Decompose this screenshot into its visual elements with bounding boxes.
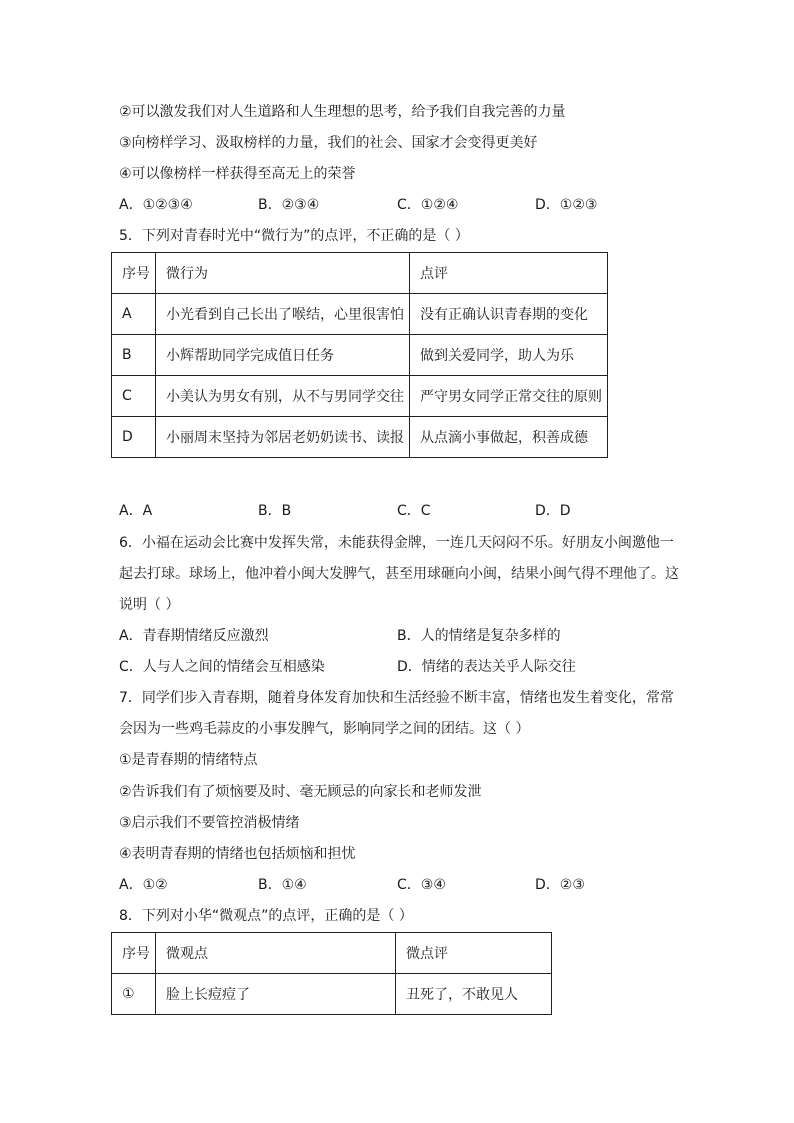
- table-cell: ①: [112, 974, 156, 1015]
- q7-stem-line-1: 7．同学们步入青春期，随着身体发育加快和生活经验不断丰富，情绪也发生着变化，常常: [119, 690, 674, 706]
- table-cell: 小辉帮助同学完成值日任务: [156, 335, 410, 376]
- table-cell: C: [112, 376, 156, 417]
- q4-option-a: A．①②③④: [119, 197, 193, 213]
- table-row: [112, 417, 608, 458]
- q8-stem: 8．下列对小华“微观点”的点评，正确的是（ ）: [119, 908, 413, 924]
- q4-statement-4: ④可以像榜样一样获得至高无上的荣誉: [119, 166, 356, 182]
- q4-option-b: B．②③④: [258, 197, 320, 213]
- table-cell: B: [112, 335, 156, 376]
- table-header-cell: 微点评: [396, 933, 552, 974]
- table-row: [112, 294, 608, 335]
- q7-statement-3: ③启示我们不要管控消极情绪: [119, 815, 300, 831]
- q7-statement-4: ④表明青春期的情绪也包括烦恼和担忧: [119, 846, 356, 862]
- q7-option-d: D．②③: [535, 877, 585, 893]
- q6-option-d: D．情绪的表达关乎人际交往: [397, 659, 576, 675]
- q7-option-c: C．③④: [397, 877, 446, 893]
- q6-option-c: C．人与人之间的情绪会互相感染: [119, 659, 325, 675]
- q4-statement-2: ②可以激发我们对人生道路和人生理想的思考，给予我们自我完善的力量: [119, 104, 566, 120]
- q5-option-d: D．D: [535, 503, 571, 519]
- table-cell: 做到关爱同学，助人为乐: [410, 335, 608, 376]
- table-header-row: [112, 933, 552, 974]
- q5-table: [111, 252, 608, 458]
- table-row: [112, 376, 608, 417]
- table-header-row: [112, 253, 608, 294]
- table-cell: 严守男女同学正常交往的原则: [410, 376, 608, 417]
- q6-stem-line-2: 起去打球。球场上，他冲着小闽大发脾气，甚至用球砸向小闽，结果小闽气得不理他了。这: [119, 566, 679, 582]
- q7-option-b: B．①④: [258, 877, 307, 893]
- table-cell: D: [112, 417, 156, 458]
- table-cell: 小光看到自己长出了喉结，心里很害怕: [156, 294, 410, 335]
- q4-option-c: C．①②④: [397, 197, 459, 213]
- table-header-cell: 微观点: [156, 933, 396, 974]
- q7-stem-line-2: 会因为一些鸡毛蒜皮的小事发脾气，影响同学之间的团结。这（ ）: [119, 721, 530, 737]
- table-row: [112, 335, 608, 376]
- q7-statement-2: ②告诉我们有了烦恼要及时、毫无顾忌的向家长和老师发泄: [119, 784, 482, 800]
- q6-option-b: B．人的情绪是复杂多样的: [397, 628, 561, 644]
- table-header-cell: 序号: [112, 253, 156, 294]
- q6-stem-line-1: 6．小福在运动会比赛中发挥失常，未能获得金牌，一连几天闷闷不乐。好朋友小闽邀他一: [119, 535, 674, 551]
- q8-table: [111, 932, 552, 1015]
- table-cell: A: [112, 294, 156, 335]
- table-cell: 没有正确认识青春期的变化: [410, 294, 608, 335]
- table-cell: 从点滴小事做起，积善成德: [410, 417, 608, 458]
- table-header-cell: 序号: [112, 933, 156, 974]
- table-row: [112, 974, 552, 1015]
- table-cell: 小丽周末坚持为邻居老奶奶读书、读报: [156, 417, 410, 458]
- table-header-cell: 点评: [410, 253, 608, 294]
- q5-option-a: A．A: [119, 503, 153, 519]
- q7-statement-1: ①是青春期的情绪特点: [119, 752, 258, 768]
- q6-stem-line-3: 说明（ ）: [119, 597, 180, 613]
- table-header-cell: 微行为: [156, 253, 410, 294]
- q5-option-c: C．C: [397, 503, 431, 519]
- q7-option-a: A．①②: [119, 877, 168, 893]
- table-cell: 小美认为男女有别，从不与男同学交往: [156, 376, 410, 417]
- table-cell: 丑死了，不敢见人: [396, 974, 552, 1015]
- table-cell: 脸上长痘痘了: [156, 974, 396, 1015]
- q4-option-d: D．①②③: [535, 197, 598, 213]
- q6-option-a: A．青春期情绪反应激烈: [119, 628, 269, 644]
- q5-option-b: B．B: [258, 503, 292, 519]
- q5-stem: 5．下列对青春时光中“微行为”的点评，不正确的是（ ）: [119, 228, 469, 244]
- q4-statement-3: ③向榜样学习、汲取榜样的力量，我们的社会、国家才会变得更美好: [119, 135, 538, 151]
